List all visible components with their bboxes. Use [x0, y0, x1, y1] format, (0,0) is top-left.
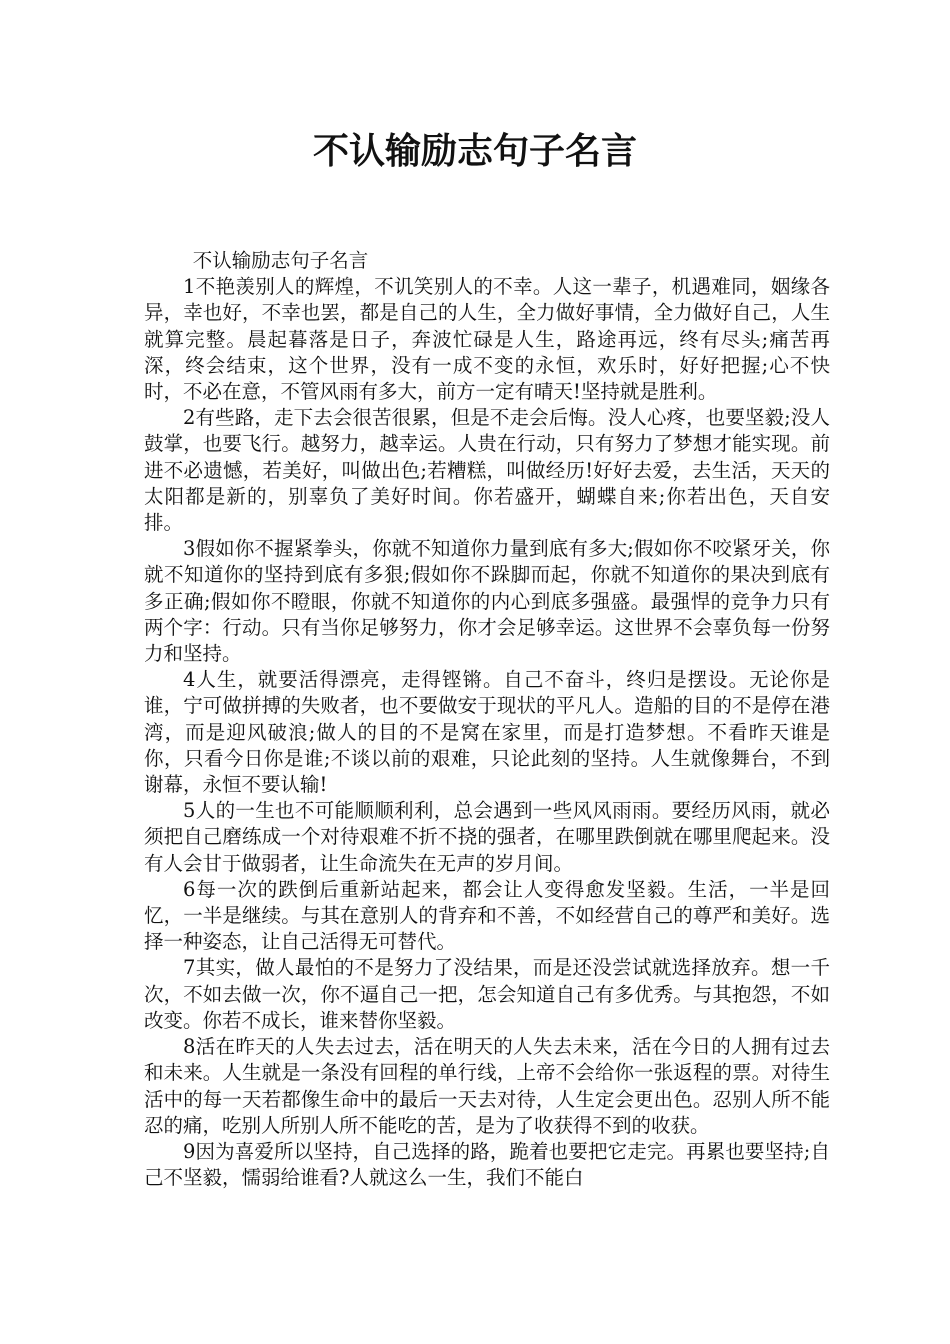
paragraph-9: 9因为喜爱所以坚持，自己选择的路，跪着也要把它走完。再累也要坚持;自己不坚毅，懦弱给谁看?人就这么一生，我们不能白 [144, 1139, 830, 1190]
paragraph-7: 7其实，做人最怕的不是努力了没结果，而是还没尝试就选择放弃。想一千次，不如去做一次，你不逼自己一把，怎会知道自己有多优秀。与其抱怨，不如改变。你若不成长，谁来替你坚毅。 [144, 956, 830, 1032]
paragraph-2: 2有些路，走下去会很苦很累，但是不走会后悔。没人心疼，也要坚毅;没人鼓掌，也要飞行。越努力，越幸运。人贵在行动，只有努力了梦想才能实现。前进不必遗憾，若美好，叫做出色;若糟糕，叫做经历!好好去爱，去生活，天天的太阳都是新的，别辜负了美好时间。你若盛开，蝴蝶自来;你若出色，天自安排。 [144, 406, 830, 535]
paragraph-3: 3假如你不握紧拳头，你就不知道你力量到底有多大;假如你不咬紧牙关，你就不知道你的坚持到底有多狠;假如你不跺脚而起，你就不知道你的果决到底有多正确;假如你不瞪眼，你就不知道你的内心到底多强盛。最强悍的竞争力只有两个字：行动。只有当你足够努力，你才会足够幸运。这世界不会辜负每一份努力和坚持。 [144, 537, 830, 666]
paragraph-8: 8活在昨天的人失去过去，活在明天的人失去未来，活在今日的人拥有过去和未来。人生就是一条没有回程的单行线，上帝不会给你一张返程的票。对待生活中的每一天若都像生命中的最后一天去对待，人生定会更出色。忍别人所不能忍的痛，吃别人所别人所不能吃的苦，是为了收获得不到的收获。 [144, 1035, 830, 1137]
paragraph-4: 4人生，就要活得漂亮，走得铿锵。自己不奋斗，终归是摆设。无论你是谁，宁可做拼搏的失败者，也不要做安于现状的平凡人。造船的目的不是停在港湾，而是迎风破浪;做人的目的不是窝在家里，而是打造梦想。不看昨天谁是你，只看今日你是谁;不谈以前的艰难，只论此刻的坚持。人生就像舞台，不到谢幕，永恒不要认输! [144, 668, 830, 797]
paragraph-6: 6每一次的跌倒后重新站起来，都会让人变得愈发坚毅。生活，一半是回忆，一半是继续。与其在意别人的背弃和不善，不如经营自己的尊严和美好。选择一种姿态，让自己活得无可替代。 [144, 877, 830, 954]
paragraph-5: 5人的一生也不可能顺顺利利，总会遇到一些风风雨雨。要经历风雨，就必须把自己磨练成一个对待艰难不折不挠的强者，在哪里跌倒就在哪里爬起来。没有人会甘于做弱者，让生命流失在无声的岁月间。 [144, 799, 830, 875]
intro-line: 不认输励志句子名言 [192, 249, 369, 272]
document-title: 不认输励志句子名言 [312, 131, 637, 172]
document-body [144, 248, 830, 1191]
paragraph-1: 1不艳羡别人的辉煌，不讥笑别人的不幸。人这一辈子，机遇难同，姻缘各异，幸也好，不幸也罢，都是自己的人生，全力做好事情，全力做好自己，人生就算完整。晨起暮落是日子，奔波忙碌是人生，路途再远，终有尽头;痛苦再深，终会结束，这个世界，没有一成不变的永恒，欢乐时，好好把握;心不快时，不必在意，不管风雨有多大，前方一定有晴天!坚持就是胜利。 [144, 275, 830, 404]
